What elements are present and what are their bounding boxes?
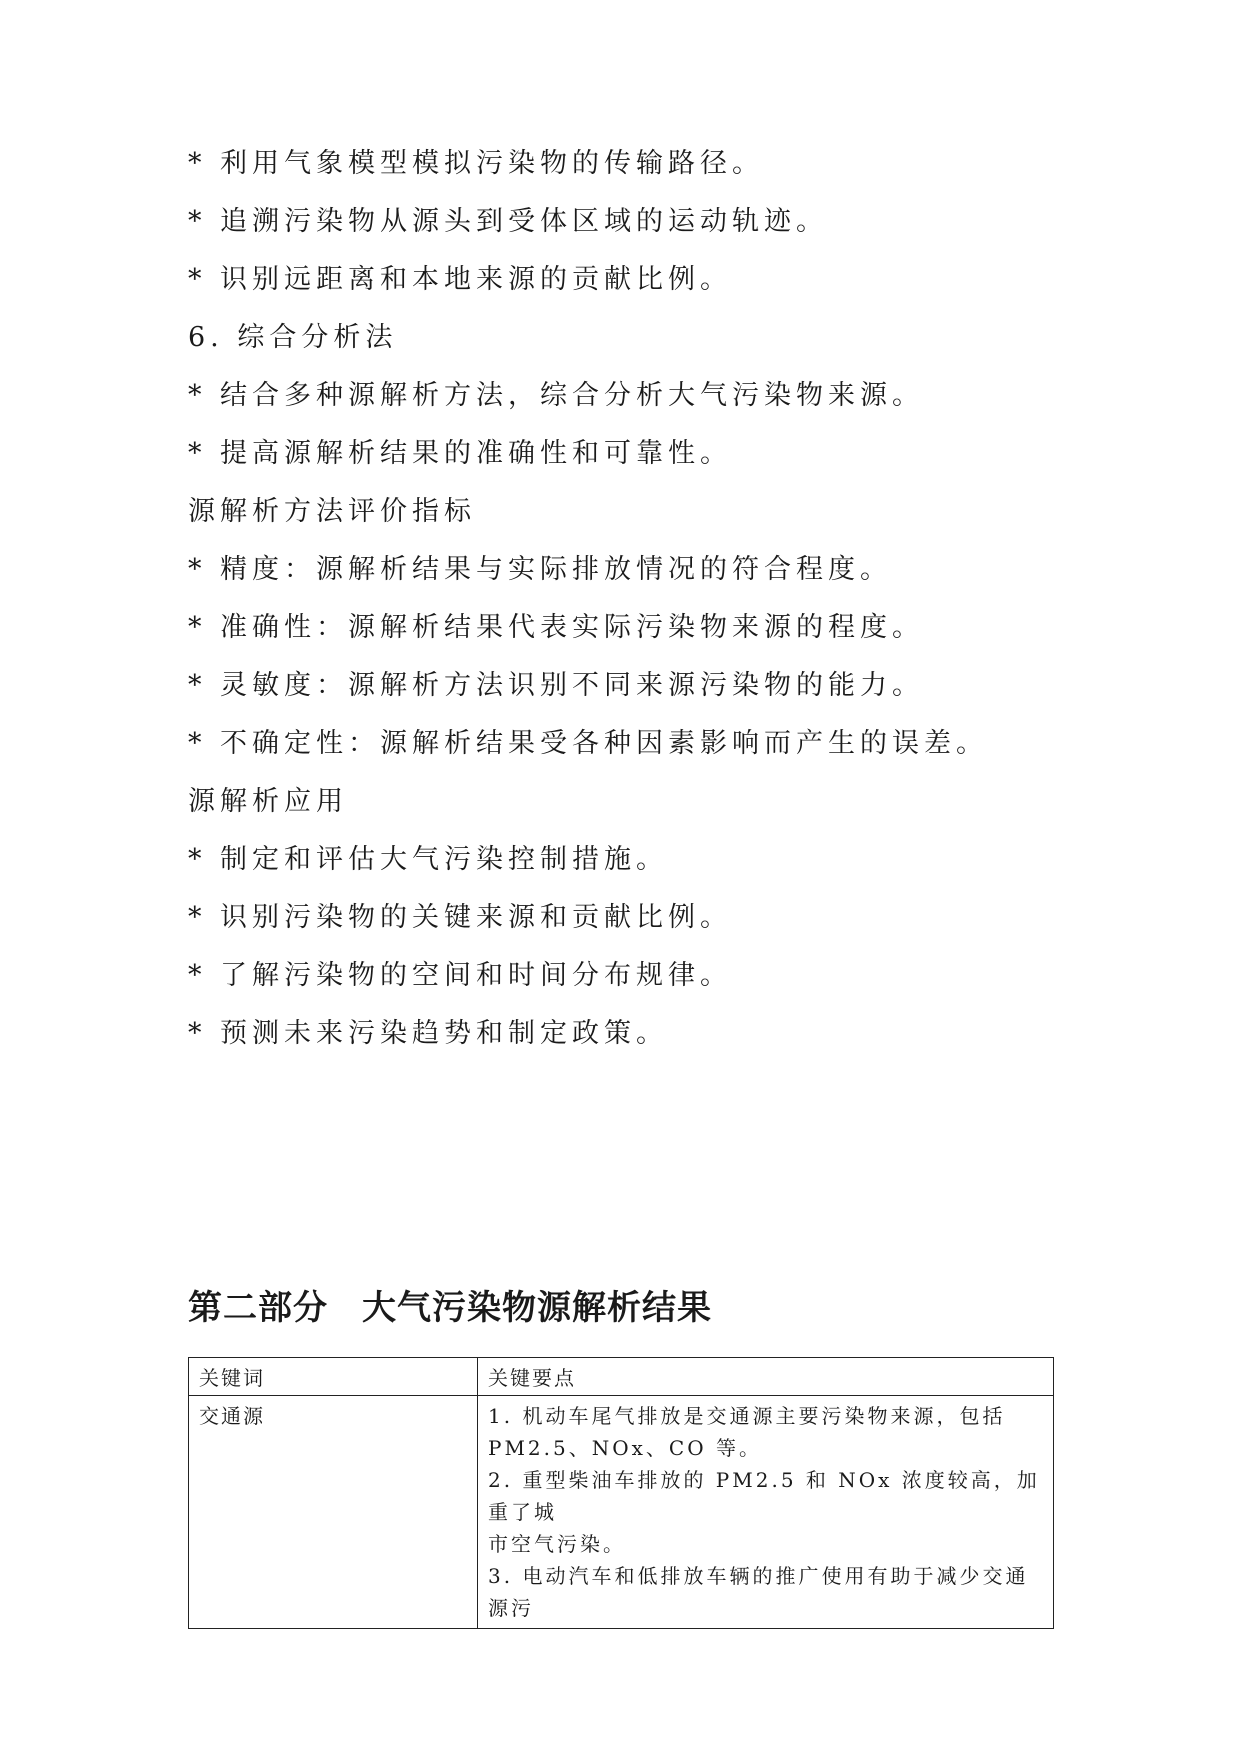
bullet-item bbox=[188, 610, 924, 646]
bullet-marker: * bbox=[188, 264, 202, 295]
subheading: 源解析应用 bbox=[188, 786, 348, 817]
point-line: 市空气污染。 bbox=[488, 1532, 626, 1556]
bullet-item bbox=[188, 668, 924, 704]
bullet-marker: * bbox=[188, 728, 202, 759]
bullet-text: 提高源解析结果的准确性和可靠性。 bbox=[220, 438, 732, 469]
point-line: 2. 重型柴油车排放的 PM2.5 和 NOx 浓度较高，加重了城 bbox=[488, 1468, 1040, 1524]
bullet-item bbox=[188, 146, 764, 182]
subheading: 源解析方法评价指标 bbox=[188, 496, 476, 527]
points-cell bbox=[478, 1396, 1054, 1629]
bullet-item bbox=[188, 552, 892, 588]
bullet-marker: * bbox=[188, 670, 202, 701]
bullet-text: 制定和评估大气污染控制措施。 bbox=[220, 844, 668, 875]
bullet-text: 精度：源解析结果与实际排放情况的符合程度。 bbox=[220, 554, 892, 585]
numbered-heading: 6. 综合分析法 bbox=[188, 322, 398, 353]
point-line: 3. 电动汽车和低排放车辆的推广使用有助于减少交通源污 bbox=[488, 1564, 1029, 1620]
table-header-points: 关键要点 bbox=[478, 1358, 1054, 1396]
bullet-marker: * bbox=[188, 902, 202, 933]
bullet-marker: * bbox=[188, 612, 202, 643]
table-row bbox=[189, 1396, 1054, 1629]
bullet-marker: * bbox=[188, 960, 202, 991]
bullet-text: 追溯污染物从源头到受体区域的运动轨迹。 bbox=[220, 206, 828, 237]
point-line: 1. 机动车尾气排放是交通源主要污染物来源，包括 bbox=[488, 1404, 1006, 1428]
table-header-keyword: 关键词 bbox=[189, 1358, 478, 1396]
bullet-text: 利用气象模型模拟污染物的传输路径。 bbox=[220, 148, 764, 179]
bullet-text: 不确定性：源解析结果受各种因素影响而产生的误差。 bbox=[220, 728, 988, 759]
bullet-marker: * bbox=[188, 844, 202, 875]
bullet-item bbox=[188, 1016, 668, 1052]
bullet-marker: * bbox=[188, 206, 202, 237]
bullet-text: 预测未来污染趋势和制定政策。 bbox=[220, 1018, 668, 1049]
keyword-cell: 交通源 bbox=[189, 1396, 478, 1629]
bullet-text: 识别远距离和本地来源的贡献比例。 bbox=[220, 264, 732, 295]
point-line: PM2.5、NOx、CO 等。 bbox=[488, 1436, 762, 1460]
bullet-text: 结合多种源解析方法，综合分析大气污染物来源。 bbox=[220, 380, 924, 411]
bullet-marker: * bbox=[188, 554, 202, 585]
bullet-item bbox=[188, 842, 668, 878]
table-header-row bbox=[189, 1358, 1054, 1396]
bullet-text: 识别污染物的关键来源和贡献比例。 bbox=[220, 902, 732, 933]
bullet-marker: * bbox=[188, 148, 202, 179]
bullet-item bbox=[188, 726, 988, 762]
bullet-item bbox=[188, 378, 924, 414]
section-heading bbox=[188, 1280, 712, 1329]
bullet-text: 准确性：源解析结果代表实际污染物来源的程度。 bbox=[220, 612, 924, 643]
section-part: 第二部分 bbox=[188, 1288, 328, 1328]
bullet-item bbox=[188, 958, 732, 994]
section-title: 大气污染物源解析结果 bbox=[362, 1288, 712, 1328]
bullet-text: 灵敏度：源解析方法识别不同来源污染物的能力。 bbox=[220, 670, 924, 701]
bullet-marker: * bbox=[188, 380, 202, 411]
bullet-marker: * bbox=[188, 1018, 202, 1049]
bullet-item bbox=[188, 900, 732, 936]
bullet-item bbox=[188, 262, 732, 298]
bullet-text: 了解污染物的空间和时间分布规律。 bbox=[220, 960, 732, 991]
bullet-item bbox=[188, 436, 732, 472]
bullet-marker: * bbox=[188, 438, 202, 469]
bullet-item bbox=[188, 204, 828, 240]
key-points-table bbox=[188, 1357, 1054, 1629]
